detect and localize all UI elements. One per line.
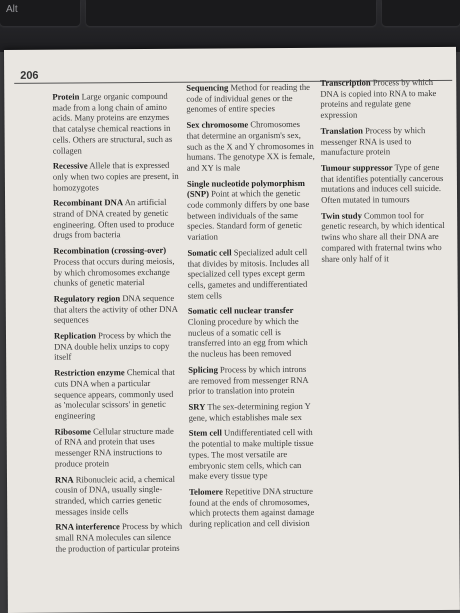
glossary-term: Sequencing [186, 82, 229, 93]
book-page [4, 47, 460, 613]
glossary-definition: Repetitive DNA structure found at the ends of chromosomes, which protects them against damage during replication and cell division [189, 485, 315, 529]
glossary-term: Somatic cell [187, 247, 232, 258]
glossary-definition: Point at which the genetic code commonly differs by one base between individuals of the same species. Standard form of genetic variation [187, 188, 310, 242]
glossary-definition: Cellular structure made of RNA and protein that uses messenger RNA instructions to produce protein [54, 425, 174, 469]
glossary-term: Transcription [320, 77, 371, 88]
glossary-term: Recombination (crossing-over) [53, 245, 167, 256]
glossary-entry [54, 367, 182, 421]
glossary-term: Stem cell [188, 427, 222, 439]
glossary-definition: Process by which the DNA double helix unzips to copy itself [54, 329, 171, 363]
glossary-entry [188, 401, 316, 423]
glossary-entry [186, 119, 314, 173]
spacebar [86, 0, 376, 26]
glossary-term: Twin study [321, 210, 362, 221]
glossary-entry [54, 330, 182, 363]
glossary-entry [55, 425, 183, 469]
glossary-entry [189, 427, 317, 481]
glossary-entry [54, 293, 182, 326]
glossary-definition: Process by which DNA is copied into RNA to make proteins and regulate gene expression [320, 77, 437, 120]
glossary-term: Splicing [188, 364, 218, 375]
glossary-term: Regulatory region [53, 293, 121, 304]
glossary-entry [55, 521, 183, 554]
glossary-term: RNA [54, 474, 74, 485]
glossary-term: Tumour suppressor [320, 162, 393, 173]
glossary-entry [53, 160, 181, 193]
glossary-entry [321, 125, 449, 158]
glossary-definition: The sex-determining region Y gene, which establishes male sex [188, 400, 311, 423]
glossary-term: SRY [188, 401, 206, 412]
glossary-definition: Cloning procedure by which the nucleus of a somatic cell is transferred into an egg from which the nucleus has been removed [187, 316, 308, 359]
alt-key-label: Alt [6, 4, 18, 15]
glossary-definition: Ribonucleic acid, a chemical cousin of DNA, usually single-stranded, which carries genetic messages inside cells [55, 473, 176, 517]
alt-key [0, 0, 80, 26]
glossary-entry [321, 210, 449, 264]
glossary-definition: Type of gene that identifies potentially cancerous mutations and induces cell suicide. Often mutated in tumours [320, 161, 444, 205]
glossary-definition: Process that occurs during meiosis, by which chromosomes exchange chunks of genetic material [53, 255, 175, 288]
glossary-definition: Specialized adult cell that divides by mitosis. Includes all specialized cell types except germ cells, gametes and undifferentiated stem cells [187, 246, 310, 301]
glossary-term: Protein [52, 91, 80, 102]
glossary-column-1 [52, 91, 183, 559]
glossary-term: Telomere [189, 486, 224, 497]
glossary-definition: DNA sequence that alters the activity of other DNA sequences [53, 292, 178, 326]
glossary-term: Somatic cell nuclear transfer [187, 305, 294, 317]
glossary-term: Recombinant DNA [53, 197, 124, 208]
glossary-term: Recessive [52, 160, 88, 171]
glossary-definition: Chromosomes that determine an organism's sex, such as the X and Y chromosomes in humans. The genotype XX is female, and XY is male [186, 119, 315, 173]
glossary-term: Replication [53, 330, 97, 341]
glossary-entry [187, 177, 315, 242]
glossary-term: Sex chromosome [186, 119, 249, 130]
glossary-term: Ribosome [54, 426, 91, 437]
glossary-definition: An artificial strand of DNA created by genetic engineering. Often used to produce drugs from bacteria [53, 197, 175, 241]
glossary-entry [189, 486, 317, 530]
glossary-definition: Common tool for genetic research, by which identical twins who share all their DNA are compared with fraternal twins who share only half of it [321, 209, 445, 264]
glossary-entry [53, 245, 181, 289]
glossary-entry [320, 77, 448, 121]
glossary-definition: Large organic compound made from a long chain of amino acids. Many proteins are enzymes that catalyse chemical reactions in cells. Others are structural, such as collagen [52, 90, 173, 156]
glossary-definition: Chemical that cuts DNA when a particular sequence appears, commonly used as 'molecular scissors' in genetic engineering [54, 366, 175, 421]
glossary-entry [52, 91, 180, 156]
glossary-definition: Allele that is expressed only when two copies are present, in homozygotes [52, 160, 179, 193]
glossary-term: Translation [320, 125, 363, 136]
glossary-entry [186, 82, 314, 115]
glossary-entry [188, 305, 316, 359]
glossary-entry [55, 473, 183, 517]
page-number: 206 [20, 69, 39, 82]
glossary-entry [53, 197, 181, 241]
glossary-term: RNA interference [55, 521, 120, 532]
glossary-definition: Process by which small RNA molecules can silence the production of particular proteins [55, 521, 183, 554]
glossary-entry [187, 247, 315, 301]
glossary-column-2 [186, 82, 317, 535]
glossary-definition: Undifferentiated cell with the potential to make multiple tissue types. The most versatile are embryonic stem cells, which can make every tissue type [188, 427, 314, 481]
glossary-column-3 [320, 77, 449, 269]
glossary-entry [321, 162, 449, 206]
glossary-term: Restriction enzyme [54, 367, 125, 378]
glossary-definition: Method for reading the code of individual genes or the genomes of entire species [186, 81, 310, 115]
glossary-definition: Process by which introns are removed from messenger RNA prior to translation into protein [188, 363, 309, 397]
keyboard-edge [0, 0, 460, 52]
glossary-definition: Process by which messenger RNA is used to manufacture protein [320, 124, 426, 158]
glossary-term: Single nucleotide polymorphism (SNP) [186, 177, 305, 200]
right-key [382, 0, 460, 26]
glossary-entry [188, 364, 316, 397]
